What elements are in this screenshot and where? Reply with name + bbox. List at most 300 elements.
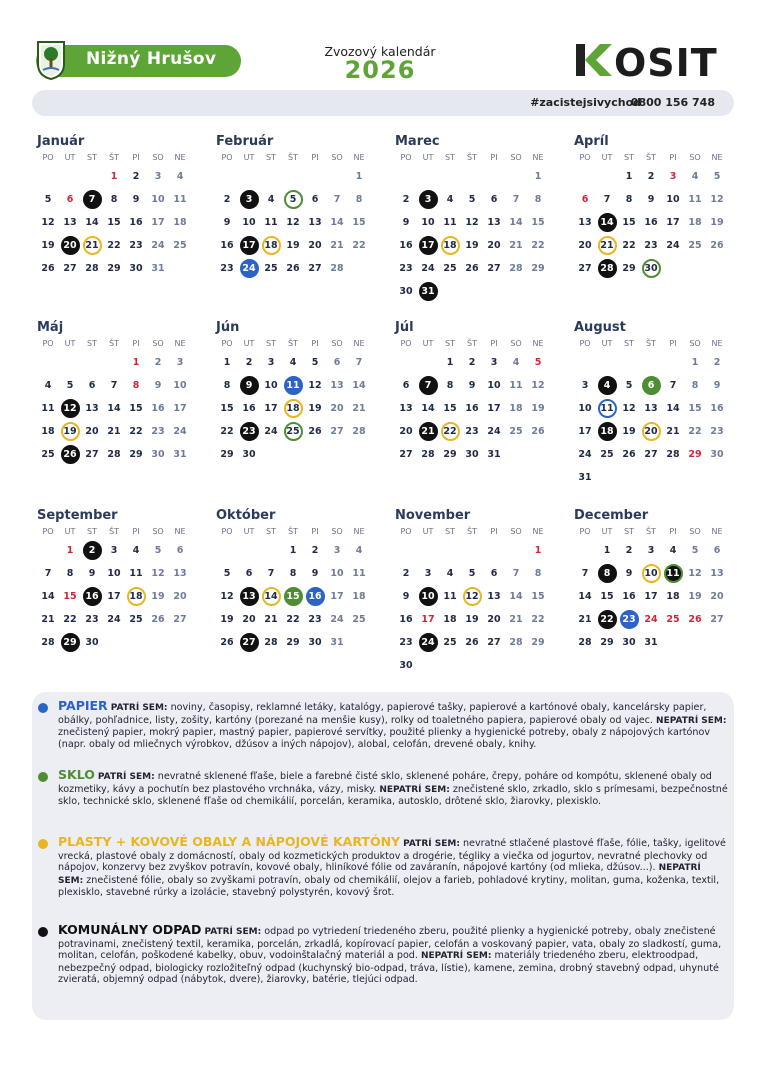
weekday-label: ST — [624, 153, 634, 162]
day-cell — [684, 608, 706, 631]
weekday-label: UT — [243, 339, 255, 348]
day-number: 9 — [311, 567, 319, 579]
day-number: 22 — [688, 425, 702, 437]
weekday-label: ST — [266, 339, 276, 348]
day-cell — [574, 466, 596, 489]
day-number: 16 — [399, 239, 413, 251]
day-number: 2 — [245, 356, 253, 368]
day-number: 1 — [132, 356, 140, 368]
day-cell — [640, 420, 662, 443]
day-cell — [59, 397, 81, 420]
day-cell — [574, 188, 596, 211]
day-cell — [527, 211, 549, 234]
day-cell — [706, 539, 728, 562]
day-cell — [461, 585, 483, 608]
day-cell — [37, 257, 59, 280]
day-number: 3 — [647, 544, 655, 556]
day-number: 16 — [151, 402, 165, 414]
day-cell — [527, 562, 549, 585]
day-number: 30 — [622, 636, 636, 648]
day-cell — [662, 443, 684, 466]
empty-cell — [37, 539, 59, 562]
calendar-title: Zvozový kalendár — [324, 44, 436, 59]
weekday-label: UT — [64, 527, 76, 536]
day-cell — [147, 443, 169, 466]
weekday-label: NE — [532, 527, 544, 536]
weekday-label: PI — [132, 153, 140, 162]
day-grid — [574, 165, 728, 280]
day-number: 26 — [465, 262, 479, 274]
day-cell — [527, 539, 549, 562]
day-cell — [461, 631, 483, 654]
collection-day: 3 — [419, 190, 438, 209]
weekday-label: ST — [266, 527, 276, 536]
day-number: 8 — [534, 193, 542, 205]
day-cell — [596, 585, 618, 608]
day-cell — [640, 443, 662, 466]
day-cell — [574, 234, 596, 257]
day-cell — [640, 397, 662, 420]
day-cell — [169, 188, 191, 211]
day-cell — [483, 608, 505, 631]
day-number: 1 — [625, 170, 633, 182]
day-number: 1 — [603, 544, 611, 556]
day-cell — [59, 211, 81, 234]
day-cell — [684, 374, 706, 397]
legend-panel — [32, 692, 734, 1020]
day-grid — [574, 351, 728, 489]
day-cell — [103, 188, 125, 211]
weekday-label: PI — [669, 527, 677, 536]
day-cell — [483, 351, 505, 374]
day-number: 18 — [352, 590, 366, 602]
day-number: 5 — [713, 170, 721, 182]
collection-day: 18 — [598, 422, 617, 441]
month-block — [216, 319, 386, 466]
day-cell — [169, 374, 191, 397]
day-number: 24 — [107, 613, 121, 625]
day-number: 6 — [490, 193, 498, 205]
day-number: 25 — [443, 262, 457, 274]
day-cell — [505, 351, 527, 374]
not-belongs-label: NEPATRÍ SEM: — [58, 863, 701, 886]
day-cell — [348, 420, 370, 443]
day-number: 20 — [487, 613, 501, 625]
day-number: 1 — [534, 170, 542, 182]
day-cell — [684, 585, 706, 608]
day-cell — [238, 608, 260, 631]
day-cell — [483, 631, 505, 654]
day-number: 5 — [44, 193, 52, 205]
day-number: 30 — [242, 448, 256, 460]
day-cell — [216, 351, 238, 374]
day-cell — [505, 608, 527, 631]
belongs-label: PATRÍ SEM: — [110, 703, 168, 713]
day-cell — [439, 234, 461, 257]
day-cell — [439, 351, 461, 374]
day-cell — [169, 443, 191, 466]
day-cell — [483, 585, 505, 608]
day-number: 12 — [286, 216, 300, 228]
day-number: 25 — [600, 448, 614, 460]
day-cell — [618, 585, 640, 608]
day-cell — [662, 397, 684, 420]
weekday-label: NE — [174, 153, 186, 162]
day-number: 1 — [110, 170, 118, 182]
weekday-label: SO — [152, 153, 164, 162]
day-cell — [461, 443, 483, 466]
day-cell — [282, 257, 304, 280]
day-cell — [103, 374, 125, 397]
day-cell — [326, 397, 348, 420]
day-number: 25 — [509, 425, 523, 437]
day-cell — [304, 539, 326, 562]
day-cell — [439, 608, 461, 631]
day-cell — [483, 257, 505, 280]
day-cell — [260, 234, 282, 257]
day-cell — [439, 257, 461, 280]
day-number: 30 — [129, 262, 143, 274]
day-number: 10 — [264, 379, 278, 391]
day-number: 17 — [173, 402, 187, 414]
day-number: 9 — [132, 193, 140, 205]
month-block — [37, 319, 207, 466]
day-cell — [326, 374, 348, 397]
day-number: 4 — [44, 379, 52, 391]
collection-day: 21 — [419, 422, 438, 441]
day-cell — [260, 397, 282, 420]
day-cell — [216, 631, 238, 654]
day-number: 29 — [443, 448, 457, 460]
day-number: 10 — [578, 402, 592, 414]
day-cell — [37, 631, 59, 654]
day-cell — [216, 585, 238, 608]
hashtag: #zacistejsivychod — [530, 96, 641, 109]
day-number: 20 — [487, 239, 501, 251]
day-number: 25 — [666, 613, 680, 625]
legend-item — [38, 769, 728, 808]
weekday-label: PO — [221, 339, 233, 348]
empty-cell — [59, 351, 81, 374]
day-number: 16 — [242, 402, 256, 414]
day-cell — [662, 562, 684, 585]
weekday-label: ST — [87, 339, 97, 348]
day-cell — [147, 234, 169, 257]
weekday-header — [216, 337, 386, 351]
day-number: 27 — [487, 262, 501, 274]
day-cell — [304, 397, 326, 420]
day-number: 10 — [173, 379, 187, 391]
day-number: 6 — [176, 544, 184, 556]
day-number: 5 — [625, 379, 633, 391]
day-number: 3 — [176, 356, 184, 368]
empty-cell — [326, 165, 348, 188]
weekday-label: ST — [87, 153, 97, 162]
month-name: November — [395, 508, 471, 523]
legend-text — [58, 836, 728, 899]
weekday-label: PI — [132, 527, 140, 536]
day-number: 14 — [509, 590, 523, 602]
day-cell — [348, 397, 370, 420]
day-cell — [461, 420, 483, 443]
day-cell — [640, 234, 662, 257]
legend-text — [58, 924, 728, 986]
day-cell — [618, 539, 640, 562]
day-number: 31 — [487, 448, 501, 460]
day-number: 1 — [66, 544, 74, 556]
collection-day: 7 — [419, 376, 438, 395]
not-belongs-label: NEPATRÍ SEM: — [379, 784, 450, 795]
day-number: 14 — [85, 216, 99, 228]
day-cell — [282, 188, 304, 211]
legend-item — [38, 924, 728, 986]
empty-cell — [238, 165, 260, 188]
day-cell — [395, 608, 417, 631]
day-cell — [59, 234, 81, 257]
collection-day: 29 — [61, 633, 80, 652]
collection-day: 20 — [61, 236, 80, 255]
day-number: 14 — [330, 216, 344, 228]
day-number: 18 — [41, 425, 55, 437]
weekday-label: PI — [490, 339, 498, 348]
day-number: 15 — [600, 590, 614, 602]
day-cell — [574, 211, 596, 234]
day-number: 26 — [622, 448, 636, 460]
day-cell — [574, 420, 596, 443]
day-cell — [640, 211, 662, 234]
collection-day: 3 — [240, 190, 259, 209]
day-number: 26 — [465, 636, 479, 648]
day-cell — [125, 420, 147, 443]
day-cell — [147, 539, 169, 562]
day-cell — [439, 443, 461, 466]
day-cell — [596, 631, 618, 654]
day-cell — [216, 443, 238, 466]
weekday-label: ŠT — [646, 153, 656, 162]
day-cell — [684, 420, 706, 443]
day-number: 9 — [647, 193, 655, 205]
day-number: 2 — [154, 356, 162, 368]
day-number: 27 — [710, 613, 724, 625]
day-cell — [304, 631, 326, 654]
day-number: 23 — [85, 613, 99, 625]
day-cell — [684, 188, 706, 211]
day-cell — [596, 257, 618, 280]
day-cell — [326, 211, 348, 234]
day-cell — [260, 351, 282, 374]
month-name: September — [37, 508, 118, 523]
collection-day: 27 — [240, 633, 259, 652]
day-cell — [662, 374, 684, 397]
day-number: 11 — [352, 567, 366, 579]
category-name: KOMUNÁLNY ODPAD — [58, 922, 202, 937]
day-number: 30 — [308, 636, 322, 648]
day-number: 10 — [421, 216, 435, 228]
day-number: 17 — [578, 425, 592, 437]
weekday-header — [395, 337, 565, 351]
day-cell — [81, 257, 103, 280]
day-number: 16 — [710, 402, 724, 414]
month-block — [37, 133, 207, 280]
weekday-label: UT — [243, 527, 255, 536]
day-cell — [282, 562, 304, 585]
day-number: 21 — [264, 613, 278, 625]
day-number: 2 — [625, 544, 633, 556]
day-number: 22 — [286, 613, 300, 625]
collection-day: 17 — [419, 236, 438, 255]
day-cell — [348, 374, 370, 397]
day-grid — [395, 165, 549, 303]
day-number: 6 — [333, 356, 341, 368]
month-name: December — [574, 508, 649, 523]
month-name: Apríl — [574, 134, 609, 149]
weekday-label: SO — [689, 527, 701, 536]
empty-cell — [417, 165, 439, 188]
day-cell — [439, 188, 461, 211]
collection-day: 9 — [240, 376, 259, 395]
day-number: 15 — [129, 402, 143, 414]
collection-day: 8 — [598, 564, 617, 583]
day-cell — [37, 420, 59, 443]
day-cell — [618, 420, 640, 443]
day-number: 8 — [625, 193, 633, 205]
day-number: 21 — [509, 239, 523, 251]
day-cell — [59, 631, 81, 654]
day-number: 28 — [666, 448, 680, 460]
day-number: 14 — [509, 216, 523, 228]
day-number: 13 — [399, 402, 413, 414]
day-number: 28 — [85, 262, 99, 274]
weekday-header — [37, 525, 207, 539]
day-cell — [37, 188, 59, 211]
weekday-header — [37, 151, 207, 165]
day-number: 11 — [129, 567, 143, 579]
day-number: 7 — [44, 567, 52, 579]
day-cell — [260, 631, 282, 654]
day-grid — [395, 351, 549, 466]
month-name: Január — [37, 134, 85, 149]
day-cell — [282, 234, 304, 257]
weekday-label: ŠT — [288, 153, 298, 162]
day-cell — [216, 397, 238, 420]
day-cell — [439, 562, 461, 585]
weekday-label: PO — [42, 527, 54, 536]
weekday-label: PI — [311, 153, 319, 162]
weekday-label: SO — [510, 153, 522, 162]
day-cell — [706, 608, 728, 631]
weekday-label: SO — [510, 339, 522, 348]
collection-day: 12 — [61, 399, 80, 418]
day-number: 7 — [603, 193, 611, 205]
weekday-label: UT — [64, 339, 76, 348]
day-number: 6 — [490, 567, 498, 579]
category-name: PAPIER — [58, 698, 108, 713]
day-number: 10 — [487, 379, 501, 391]
weekday-header — [37, 337, 207, 351]
month-name: Júl — [395, 320, 414, 335]
day-cell — [37, 562, 59, 585]
day-number: 3 — [154, 170, 162, 182]
day-cell — [282, 539, 304, 562]
day-cell — [260, 585, 282, 608]
month-name: Október — [216, 508, 276, 523]
collection-day: 14 — [598, 213, 617, 232]
day-cell — [618, 234, 640, 257]
day-cell — [238, 562, 260, 585]
day-number: 16 — [644, 216, 658, 228]
day-cell — [169, 397, 191, 420]
day-number: 22 — [622, 239, 636, 251]
day-number: 13 — [578, 216, 592, 228]
not-belongs-label: NEPATRÍ SEM: — [421, 951, 492, 962]
day-number: 16 — [129, 216, 143, 228]
day-cell — [684, 443, 706, 466]
empty-cell — [505, 539, 527, 562]
day-cell — [706, 420, 728, 443]
day-number: 4 — [267, 193, 275, 205]
day-cell — [59, 585, 81, 608]
day-cell — [706, 374, 728, 397]
collection-day: 10 — [642, 564, 661, 583]
day-number: 14 — [666, 402, 680, 414]
day-cell — [238, 631, 260, 654]
day-cell — [304, 608, 326, 631]
weekday-header — [395, 151, 565, 165]
weekday-label: ST — [87, 527, 97, 536]
day-cell — [395, 562, 417, 585]
day-number: 8 — [355, 193, 363, 205]
belongs-text: noviny, časopisy, reklamné letáky, katalógy, papierové tašky, papierové a kartónové obaly, kancelársky papier, obálky, pohľadnice, listy, zošity, kartóny (porezané na menšie kusy), rolky od toaletného papiera, papierové obaly od vajec. — [58, 702, 707, 726]
day-cell — [640, 257, 662, 280]
day-number: 24 — [421, 262, 435, 274]
weekday-header — [216, 525, 386, 539]
day-number: 20 — [308, 239, 322, 251]
day-number: 16 — [622, 590, 636, 602]
day-cell — [103, 443, 125, 466]
day-cell — [395, 188, 417, 211]
collection-day: 7 — [83, 190, 102, 209]
day-cell — [618, 211, 640, 234]
weekday-label: SO — [152, 527, 164, 536]
day-number: 13 — [487, 590, 501, 602]
day-cell — [216, 562, 238, 585]
day-cell — [461, 562, 483, 585]
day-cell — [304, 211, 326, 234]
day-cell — [439, 420, 461, 443]
day-cell — [348, 188, 370, 211]
weekday-header — [574, 525, 744, 539]
weekday-label: PI — [490, 153, 498, 162]
day-cell — [395, 234, 417, 257]
day-number: 25 — [41, 448, 55, 460]
day-number: 15 — [352, 216, 366, 228]
weekday-label: NE — [353, 153, 365, 162]
day-cell — [282, 374, 304, 397]
day-cell — [348, 211, 370, 234]
day-cell — [596, 211, 618, 234]
day-cell — [574, 397, 596, 420]
empty-cell — [439, 165, 461, 188]
collection-day: 26 — [61, 445, 80, 464]
empty-cell — [81, 165, 103, 188]
day-cell — [260, 420, 282, 443]
weekday-label: NE — [711, 153, 723, 162]
day-number: 3 — [267, 356, 275, 368]
day-number: 9 — [468, 379, 476, 391]
day-cell — [706, 562, 728, 585]
day-number: 8 — [534, 567, 542, 579]
weekday-label: PO — [221, 527, 233, 536]
